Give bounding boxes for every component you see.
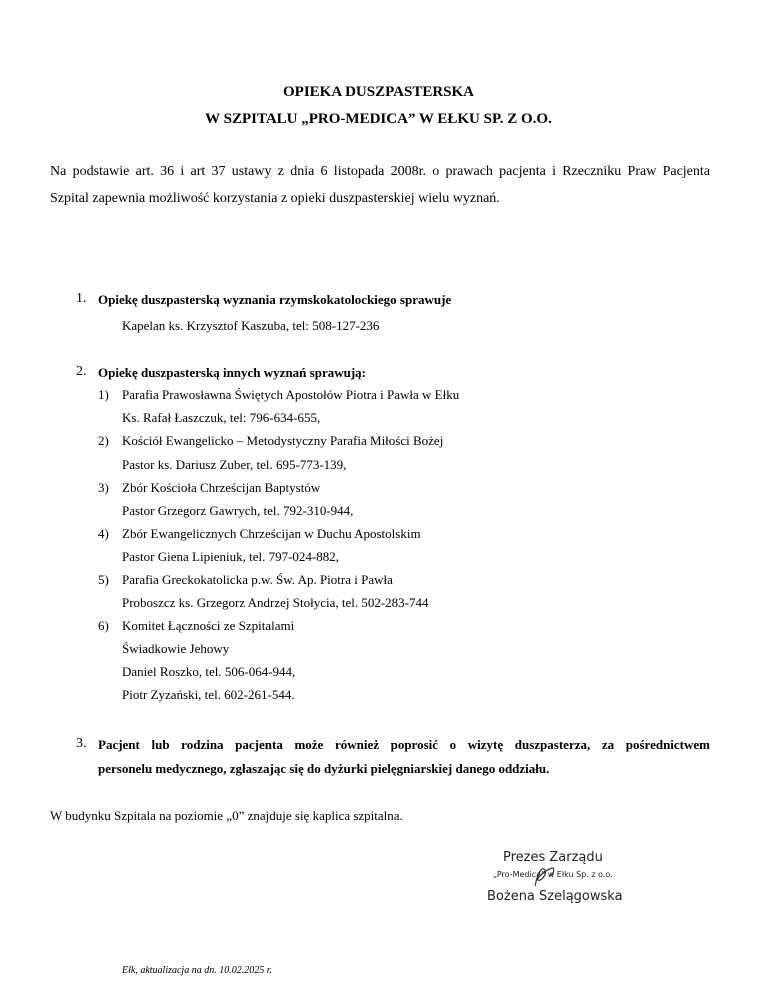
list-item-line1: Parafia Greckokatolicka p.w. Św. Ap. Piotra i Pawła xyxy=(122,572,393,587)
list-item-line2: Proboszcz ks. Grzegorz Andrzej Stołycia, tel. 502-283-744 xyxy=(122,595,429,610)
section1-number: 1. xyxy=(76,291,87,306)
list-item-line2: Pastor Giena Lipieniuk, tel. 797-024-882, xyxy=(122,549,339,564)
list-item-line2: Pastor Grzegorz Gawrych, tel. 792-310-944, xyxy=(122,503,354,518)
list-item-number: 4) xyxy=(98,526,109,541)
document-title-line1: OPIEKA DUSZPASTERSKA xyxy=(282,84,474,100)
list-item-line2: Świadkowie Jehowy xyxy=(122,641,230,656)
intro-line2: Szpital zapewnia możliwość korzystania z opieki duszpasterskiej wielu wyznań. xyxy=(50,191,500,206)
intro-line1: Na podstawie art. 36 i art 37 ustawy z dnia 6 listopada 2008r. o prawach pacjenta i Rzeczniku Praw Pacjenta xyxy=(50,164,710,179)
chapel-note: W budynku Szpitala na poziomie „0” znajduje się kaplica szpitalna. xyxy=(50,808,403,823)
list-item-line1: Zbór Kościoła Chrześcijan Baptystów xyxy=(122,480,321,495)
section2-heading: Opiekę duszpasterską innych wyznań sprawują: xyxy=(98,365,366,380)
signature-company: „Pro-Medica” w Ełku Sp. z o.o. xyxy=(493,870,613,879)
list-item-number: 5) xyxy=(98,572,109,587)
list-item-line1: Zbór Ewangelicznych Chrześcijan w Duchu Apostolskim xyxy=(122,526,421,541)
document-title-line2: W SZPITALU „PRO-MEDICA” W EŁKU SP. Z O.O. xyxy=(205,111,552,127)
signature-role: Prezes Zarządu xyxy=(503,850,603,865)
list-item-line3: Daniel Roszko, tel. 506-064-944, xyxy=(122,664,296,679)
list-item-number: 1) xyxy=(98,387,109,402)
list-item-number: 2) xyxy=(98,433,109,448)
list-item-line2: Ks. Rafał Łaszczuk, tel: 796-634-655, xyxy=(122,410,321,425)
list-item-line4: Piotr Zyzański, tel. 602-261-544. xyxy=(122,687,295,702)
section1-heading: Opiekę duszpasterską wyznania rzymskokatolockiego sprawuje xyxy=(98,292,452,307)
list-item-number: 6) xyxy=(98,618,109,633)
handwritten-signature-icon xyxy=(532,862,558,890)
list-item-line1: Kościół Ewangelicko – Metodystyczny Parafia Miłości Bożej xyxy=(122,433,444,448)
section2-number: 2. xyxy=(76,364,87,379)
list-item-number: 3) xyxy=(98,480,109,495)
list-item-line2: Pastor ks. Dariusz Zuber, tel. 695-773-139, xyxy=(122,457,347,472)
list-item-line1: Komitet Łączności ze Szpitalami xyxy=(122,618,295,633)
section3-line1: Pacjent lub rodzina pacjenta może również poprosić o wizytę duszpasterza, za pośrednictwem xyxy=(98,737,710,752)
signature-name: Bożena Szelągowska xyxy=(487,889,623,904)
section3-number: 3. xyxy=(76,736,87,751)
footer-update-date: Ełk, aktualizacja na dn. 10.02.2025 r. xyxy=(122,965,272,976)
section1-detail: Kapelan ks. Krzysztof Kaszuba, tel: 508-127-236 xyxy=(122,318,380,333)
list-item-line1: Parafia Prawosławna Świętych Apostołów Piotra i Pawła w Ełku xyxy=(122,387,460,402)
section3-line2: personelu medycznego, zgłaszając się do dyżurki pielęgniarskiej danego oddziału. xyxy=(98,761,550,776)
